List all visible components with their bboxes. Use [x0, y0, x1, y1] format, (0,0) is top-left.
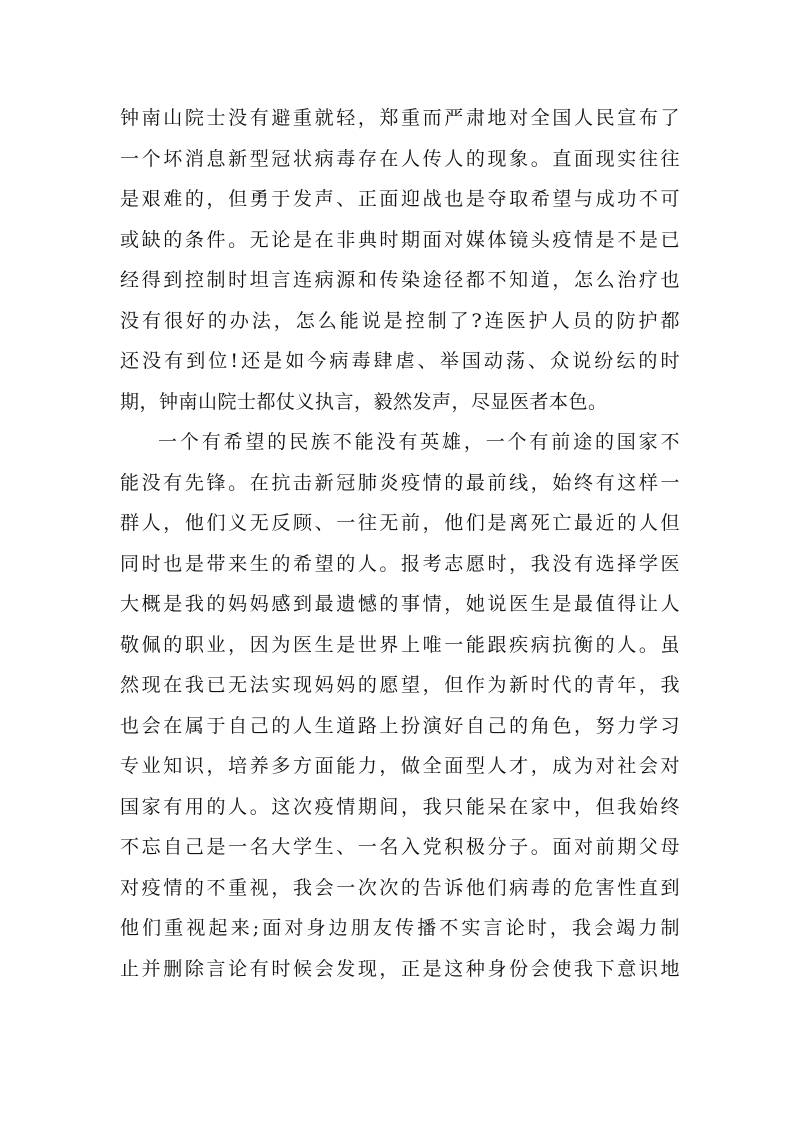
paragraph-line: 也会在属于自己的人生道路上扮演好自己的角色，努力学习 [120, 714, 680, 737]
paragraph-1 [120, 98, 680, 422]
paragraph-line: 专业知识，培养多方面能力，做全面型人才，成为对社会对 [120, 755, 680, 777]
paragraph-line: 国家有用的人。这次疫情期间，我只能呆在家中，但我始终 [120, 795, 680, 818]
paragraph-line: 能没有先锋。在抗击新冠肺炎疫情的最前线，始终有这样一 [120, 471, 680, 494]
paragraph-line: 对疫情的不重视，我会一次次的告诉他们病毒的危害性直到 [120, 876, 680, 899]
paragraph-line: 他们重视起来;面对身边朋友传播不实言论时，我会竭力制 [120, 917, 680, 939]
paragraph-line: 一个有希望的民族不能没有英雄，一个有前途的国家不 [158, 431, 680, 453]
paragraph-line: 止并删除言论有时候会发现，正是这种身份会使我下意识地 [120, 957, 680, 980]
paragraph-line: 经得到控制时坦言连病源和传染途径都不知道，怎么治疗也 [120, 269, 680, 291]
paragraph-line: 期，钟南山院士都仗义执言，毅然发声，尽显医者本色。 [120, 390, 608, 413]
document-body [120, 98, 680, 989]
paragraph-line: 然现在我已无法实现妈妈的愿望，但作为新时代的青年，我 [120, 674, 680, 696]
paragraph-line: 大概是我的妈妈感到最遗憾的事情，她说医生是最值得让人 [120, 593, 680, 615]
paragraph-line: 敬佩的职业，因为医生是世界上唯一能跟疾病抗衡的人。虽 [120, 633, 680, 656]
paragraph-line: 同时也是带来生的希望的人。报考志愿时，我没有选择学医 [120, 552, 680, 575]
paragraph-2 [120, 422, 680, 989]
paragraph-line: 不忘自己是一名大学生、一名入党积极分子。面对前期父母 [120, 836, 680, 858]
paragraph-line: 钟南山院士没有避重就轻，郑重而严肃地对全国人民宣布了 [120, 107, 680, 129]
paragraph-line: 或缺的条件。无论是在非典时期面对媒体镜头疫情是不是已 [120, 228, 680, 251]
paragraph-line: 群人，他们义无反顾、一往无前，他们是离死亡最近的人但 [120, 512, 680, 534]
paragraph-line: 没有很好的办法，怎么能说是控制了?连医护人员的防护都 [120, 309, 680, 332]
paragraph-line: 是艰难的，但勇于发声、正面迎战也是夺取希望与成功不可 [120, 188, 680, 210]
paragraph-line: 还没有到位!还是如今病毒肆虐、举国动荡、众说纷纭的时 [120, 350, 680, 372]
paragraph-line: 一个坏消息新型冠状病毒存在人传人的现象。直面现实往往 [120, 147, 680, 170]
